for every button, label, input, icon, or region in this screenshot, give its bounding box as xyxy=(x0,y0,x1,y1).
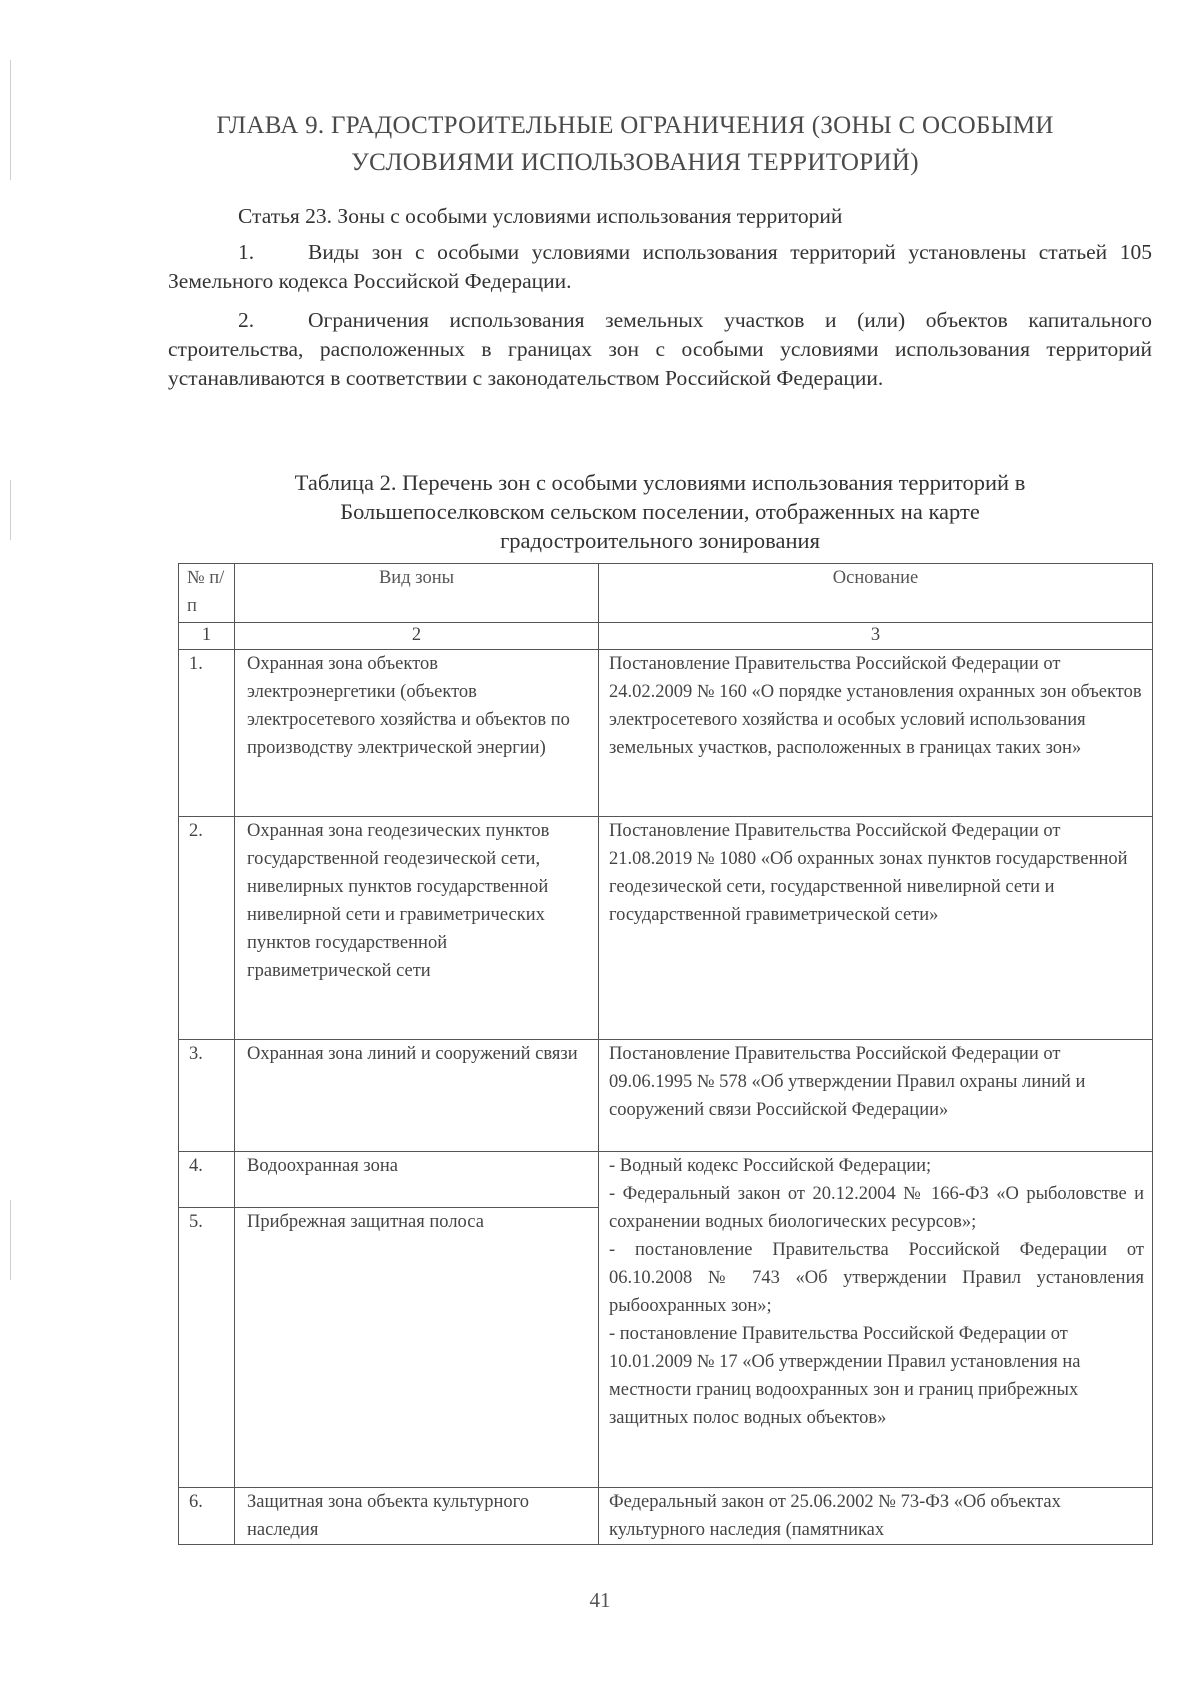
paragraph-number: 2. xyxy=(238,308,255,332)
article-heading: Статья 23. Зоны с особыми условиями использования территорий xyxy=(238,204,843,228)
scan-margin-line xyxy=(10,480,11,540)
chapter-title-line-1: ГЛАВА 9. ГРАДОСТРОИТЕЛЬНЫЕ ОГРАНИЧЕНИЯ (ЗОНЫ С ОСОБЫМИ xyxy=(216,112,1054,139)
zone-kind: Защитная зона объекта культурного наследия xyxy=(235,1488,599,1545)
article-paragraph-2 xyxy=(168,306,1152,393)
basis-line: - Федеральный закон от 20.12.2004 № 166-ФЗ «О рыболовстве и сохранении водных биологических ресурсов»; xyxy=(609,1184,1144,1232)
table-header-row xyxy=(179,564,1153,623)
row-number: 5. xyxy=(179,1208,235,1488)
zone-basis: Федеральный закон от 25.06.2002 № 73-ФЗ «Об объектах культурного наследия (памятниках xyxy=(599,1488,1153,1545)
zone-kind: Охранная зона объектов электроэнергетики (объектов электросетевого хозяйства и объектов по производству электрической энергии) xyxy=(235,650,599,817)
zone-kind: Охранная зона геодезических пунктов государственной геодезической сети, нивелирных пунктов государственной нивелирной сети и гравиметрических пунктов государственной гравиметрической сети xyxy=(235,817,599,1040)
header-basis: Основание xyxy=(599,564,1153,623)
chapter-title xyxy=(150,107,1120,181)
table-caption-line-2: Большепоселковском сельском поселении, отображенных на карте xyxy=(340,499,980,524)
page-number: 41 xyxy=(589,1588,611,1612)
basis-line: - постановление Правительства Российской Федерации от 06.10.2008 № 743 «Об утверждении Правил установления рыбоохранных зон»; xyxy=(609,1240,1144,1316)
table-row xyxy=(179,1040,1153,1152)
zones-table xyxy=(178,563,1153,1545)
row-number: 6. xyxy=(179,1488,235,1545)
table-row xyxy=(179,817,1153,1040)
zone-kind: Охранная зона линий и сооружений связи xyxy=(235,1040,599,1152)
water-zone-basis xyxy=(599,1152,1153,1488)
column-number: 1 xyxy=(179,623,235,650)
header-num: № п/п xyxy=(179,564,235,623)
basis-line: - Водный кодекс Российской Федерации; xyxy=(609,1156,932,1176)
zone-kind: Водоохранная зона xyxy=(235,1152,599,1208)
zone-kind: Прибрежная защитная полоса xyxy=(235,1208,599,1488)
table-caption-line-3: градостроительного зонирования xyxy=(500,528,820,553)
row-number: 2. xyxy=(179,817,235,1040)
column-number: 3 xyxy=(599,623,1153,650)
zone-basis: Постановление Правительства Российской Федерации от 21.08.2019 № 1080 «Об охранных зонах пунктов государственной геодезической сети, государственной нивелирной сети и государственной гравиметрической сети» xyxy=(599,817,1153,1040)
table-row xyxy=(179,1488,1153,1545)
paragraph-number: 1. xyxy=(238,240,255,264)
zone-basis: Постановление Правительства Российской Федерации от 24.02.2009 № 160 «О порядке установления охранных зон объектов электросетевого хозяйства и особых условий использования земельных участков, расположенных в границах таких зон» xyxy=(599,650,1153,817)
scan-margin-line xyxy=(10,60,11,180)
table-row xyxy=(179,1152,1153,1208)
basis-line: - постановление Правительства Российской Федерации от 10.01.2009 № 17 «Об утверждении Правил установления на местности границ водоохранных зон и границ прибрежных защитных полос водных объектов» xyxy=(609,1324,1081,1428)
row-number: 3. xyxy=(179,1040,235,1152)
table-caption-line-1: Таблица 2. Перечень зон с особыми условиями использования территорий в xyxy=(294,470,1026,495)
article-paragraph-1 xyxy=(168,238,1152,296)
table-row xyxy=(179,650,1153,817)
row-number: 1. xyxy=(179,650,235,817)
column-number: 2 xyxy=(235,623,599,650)
scan-margin-line xyxy=(10,1200,11,1280)
header-kind: Вид зоны xyxy=(235,564,599,623)
column-number-row xyxy=(179,623,1153,650)
zone-basis: Постановление Правительства Российской Федерации от 09.06.1995 № 578 «Об утверждении Правил охраны линий и сооружений связи Российской Федерации» xyxy=(599,1040,1153,1152)
paragraph-text: Ограничения использования земельных участков и (или) объектов капитального строительства, расположенных в границах зон с особыми условиями использования территорий устанавливаются в соответствии с законодательством Российской Федерации. xyxy=(168,308,1152,390)
paragraph-text: Виды зон с особыми условиями использования территорий установлены статьей 105 Земельного кодекса Российской Федерации. xyxy=(168,240,1152,293)
chapter-title-line-2: УСЛОВИЯМИ ИСПОЛЬЗОВАНИЯ ТЕРРИТОРИЙ) xyxy=(351,149,919,176)
table-caption xyxy=(170,468,1150,555)
row-number: 4. xyxy=(179,1152,235,1208)
